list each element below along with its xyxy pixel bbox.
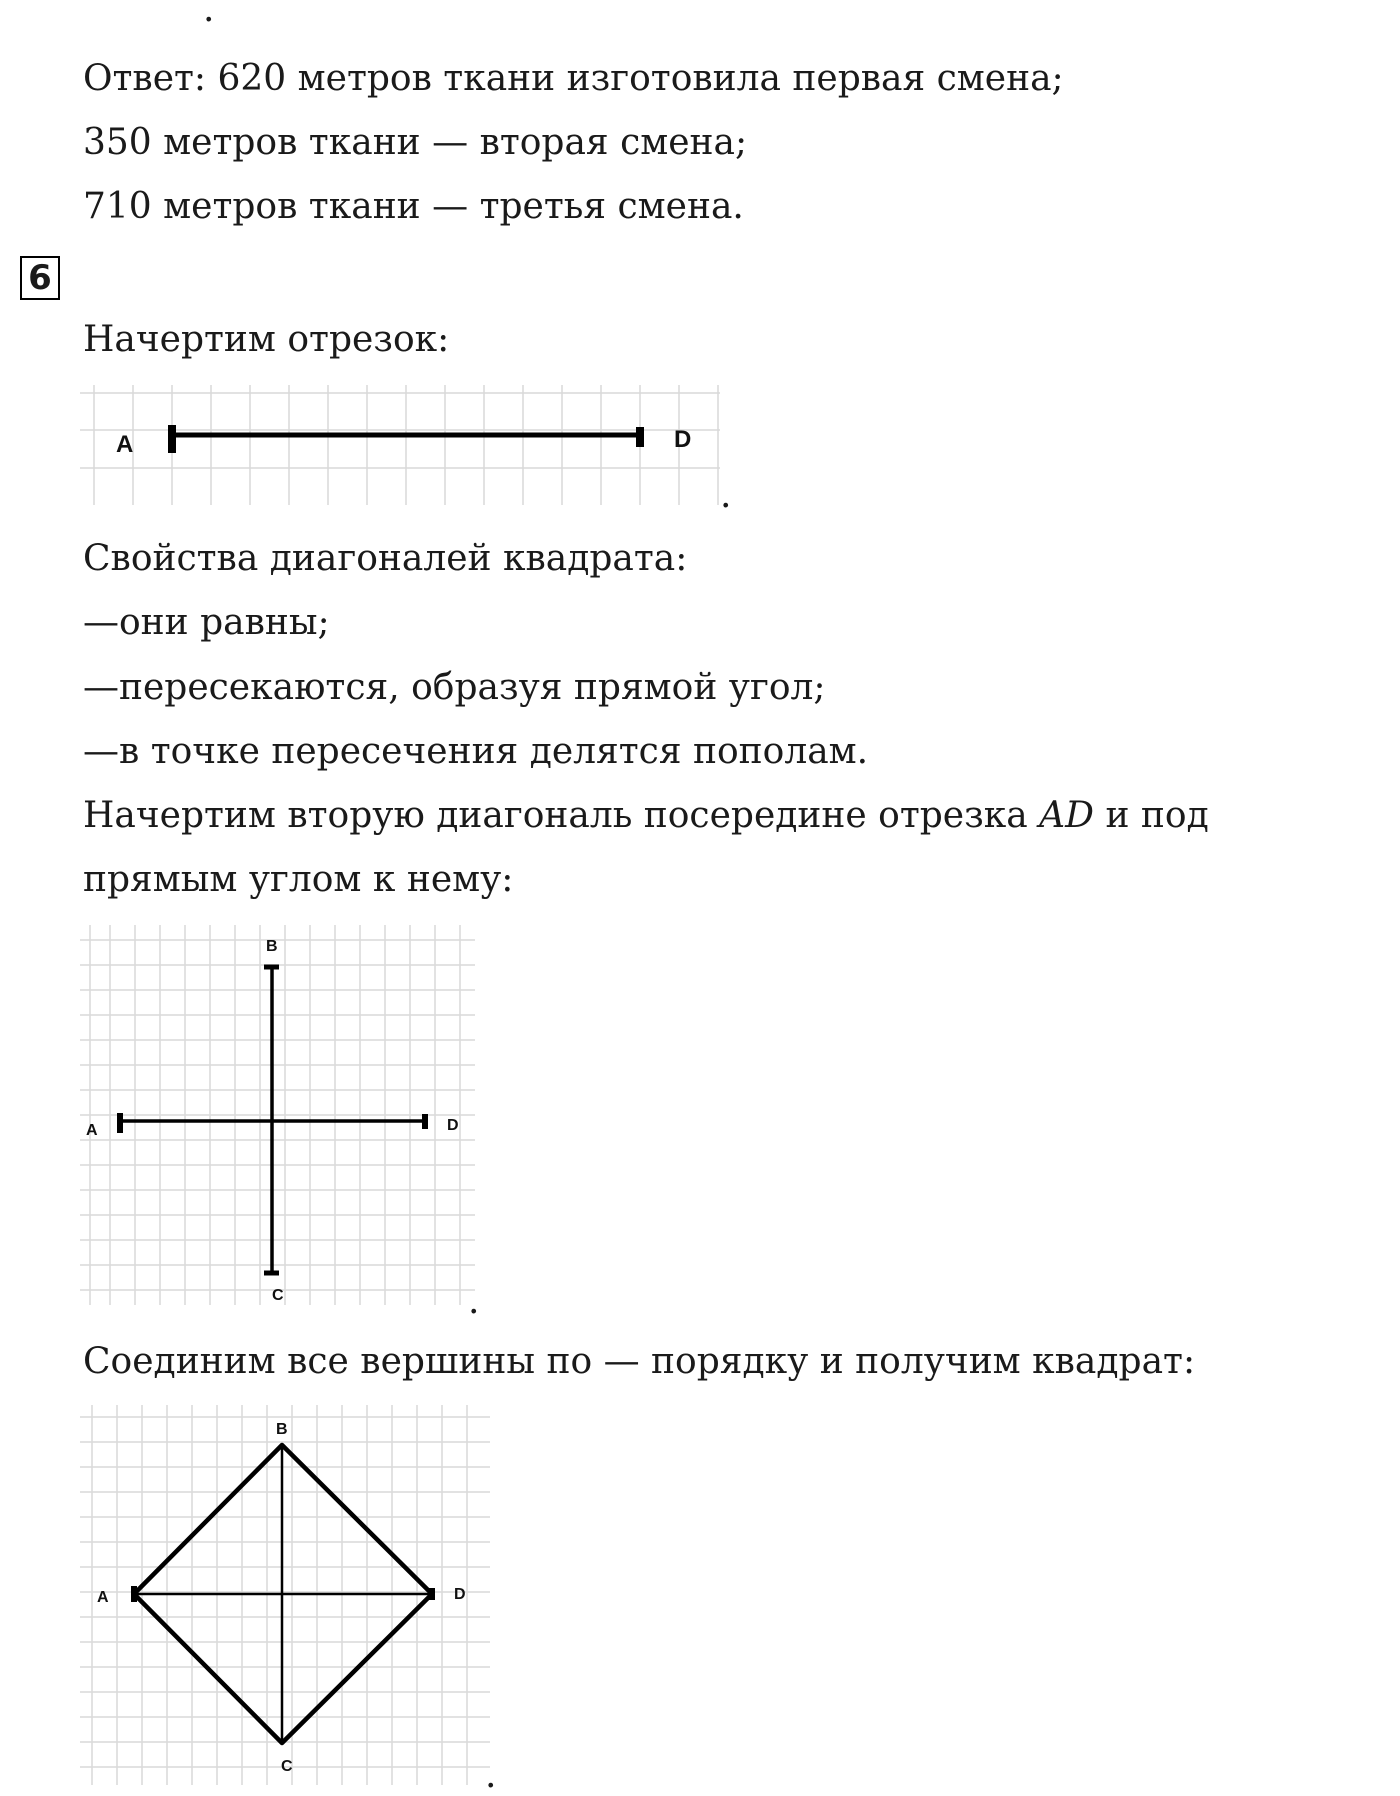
label-d: D	[447, 1117, 459, 1134]
label-b: B	[266, 938, 278, 955]
label-c: C	[272, 1287, 284, 1304]
step2-text-line-2: прямым углом к нему:	[83, 859, 514, 900]
segment-name-ad: AD	[1039, 795, 1095, 836]
label-a: A	[86, 1122, 98, 1139]
label-b: B	[276, 1421, 288, 1438]
label-d: D	[674, 426, 692, 453]
figure1-end-dot: .	[720, 475, 732, 516]
label-d: D	[454, 1586, 466, 1603]
answer-line-3: 710 метров ткани — третья смена.	[83, 186, 744, 227]
task-number-box: 6	[20, 256, 60, 300]
label-a: A	[116, 431, 134, 458]
step2-text-line-1	[83, 794, 1209, 838]
step2-text-after: и под	[1094, 795, 1209, 836]
label-c: C	[281, 1758, 293, 1775]
property-3: —в точке пересечения делятся пополам.	[83, 731, 869, 772]
label-a: A	[97, 1589, 109, 1606]
properties-heading: Свойства диагоналей квадрата:	[83, 538, 688, 579]
grid-2	[80, 925, 475, 1305]
property-1: —они равны;	[83, 602, 330, 643]
answer-line-1: Ответ: 620 метров ткани изготовила первая смена;	[83, 58, 1064, 99]
step3-text: Соединим все вершины по — порядку и получим квадрат:	[83, 1341, 1196, 1382]
answer-line-2: 350 метров ткани — вторая смена;	[83, 122, 748, 163]
figure3-end-dot: .	[485, 1755, 497, 1796]
segment-ad-figure	[80, 385, 720, 505]
step1-text: Начертим отрезок:	[83, 319, 450, 360]
diagonals-figure	[80, 925, 475, 1305]
square-figure	[80, 1405, 490, 1785]
property-2: —пересекаются, образуя прямой угол;	[83, 667, 826, 708]
step2-text-before: Начертим вторую диагональ посередине отрезка	[83, 795, 1040, 836]
figure2-end-dot: .	[468, 1281, 480, 1322]
top-dot: .	[203, 0, 215, 30]
